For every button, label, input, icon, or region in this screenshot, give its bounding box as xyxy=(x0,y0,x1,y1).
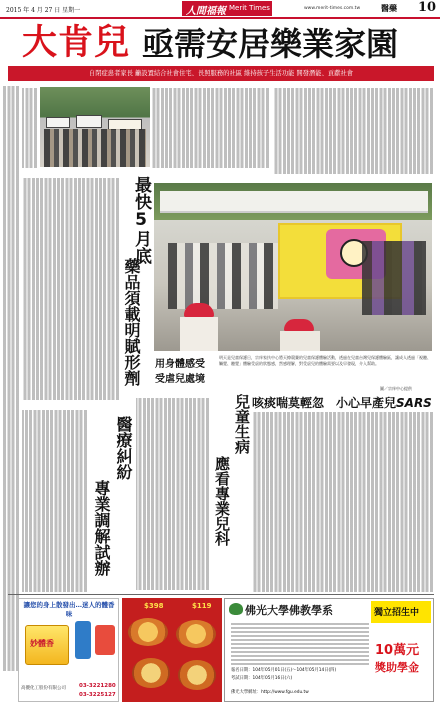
article3-headline xyxy=(252,394,432,411)
subtitle-text: 自閉症患者家長 籲設置結合社會住宅、長照服務的社區 維持孩子生活功能 開發潛能、貢獻社會 xyxy=(88,70,354,77)
article2-body xyxy=(22,178,120,400)
left-edge-text-column xyxy=(2,86,20,671)
section-name: 醫藥 xyxy=(381,4,397,13)
lotus-logo-icon xyxy=(229,603,243,615)
ad3-dates-a: 報名日期：104年05月01日(五)～104年05月14日(四) xyxy=(231,668,337,673)
pizza-image-2 xyxy=(176,620,216,648)
paper-name: 人間福報 xyxy=(186,6,226,17)
article3-side-b: 應看專業兒科 xyxy=(213,456,231,546)
article1-body-b xyxy=(274,88,434,174)
child-body-1 xyxy=(180,317,218,351)
ad1-badge xyxy=(95,625,115,655)
subtitle-band xyxy=(8,66,434,81)
ad3-programs-list xyxy=(231,621,369,665)
article3-headline-sars: SARS xyxy=(396,396,432,410)
main-headline-right: 亟需安居樂業家園 xyxy=(142,25,399,63)
ad-pizza xyxy=(122,598,222,702)
article4-headline-a: 醫療糾紛 xyxy=(114,416,133,480)
paper-name-en: Merit Times xyxy=(229,4,270,12)
ad1-company: 高優化工股份有限公司 xyxy=(21,686,66,691)
article3-body-b xyxy=(136,398,210,590)
masthead-rule xyxy=(0,17,440,19)
protest-photo xyxy=(40,87,150,167)
article4-body xyxy=(22,410,88,592)
red-cap-child-2 xyxy=(284,319,314,331)
right-adults xyxy=(362,241,426,315)
article3-side-a: 兒童生病 xyxy=(233,394,251,454)
ad1-phone-a: 03-3221280 xyxy=(79,683,116,689)
ad1-product-bottle xyxy=(75,621,91,659)
child-body-2 xyxy=(280,331,320,351)
ad1-product-name: 妙體香 xyxy=(30,639,54,648)
photo-caption-body: 明天是兒童保護日，宗庠家扶中心將天擦競賽的兒童保護體驗活動，透過在兒童台灣兒保護體驗區，讓成人透過「視聽、觸覺、聽覺」體驗受虐的狀態感，然感理解，對受虐兒的體驗需要以及早發現，介入幫助。 xyxy=(219,355,431,366)
ad3-scholarship-amount: 10萬元 xyxy=(375,643,420,658)
pizza-image-1 xyxy=(128,618,168,646)
photo-credit: 圖／宗庠中心提供 xyxy=(380,386,412,391)
ad-university xyxy=(224,598,434,702)
paper-url: www.merit-times.com.tw xyxy=(304,6,361,11)
ad1-phone-b: 03-3225127 xyxy=(79,692,116,698)
ad3-banner-text: 獨立招生中 xyxy=(374,608,420,618)
ad3-scholarship-label: 獎助學金 xyxy=(375,661,419,674)
page-number: 10 xyxy=(418,0,437,15)
paper-logo xyxy=(182,1,272,16)
masthead xyxy=(0,0,440,18)
main-headline-left: 大肯兒 xyxy=(22,22,131,63)
adults-group xyxy=(168,243,278,309)
white-tent xyxy=(160,191,428,213)
article4-headline-b: 專業調解試辦 xyxy=(92,480,111,576)
pizza-image-3 xyxy=(132,658,170,688)
ad3-dates-b: 考試日期：104年05月16日(六) xyxy=(231,676,293,681)
ad3-footer: 佛光大學網址：http://www.fgu.edu.tw xyxy=(231,690,309,695)
banner-sign-1 xyxy=(46,117,70,128)
child-protection-photo xyxy=(154,183,432,351)
ad-deodorant xyxy=(18,598,119,702)
ad2-price-a: $398 xyxy=(144,602,164,610)
ad1-product-box xyxy=(25,625,69,665)
article2-headline-a: 最快5月底 xyxy=(131,176,151,264)
article3-headline-text: 咳痰喘莫輕忽 小心早產兒 xyxy=(252,396,397,410)
ads-divider xyxy=(8,594,434,595)
banner-sign-2 xyxy=(76,115,102,128)
ad1-title: 讓您的身上散發出…迷人的體香味 xyxy=(23,601,115,618)
article1-body-a xyxy=(152,88,270,168)
photo-caption-title-b: 受虐兒處境 xyxy=(155,374,205,385)
protesters-group xyxy=(44,129,146,167)
pizza-image-4 xyxy=(178,660,216,690)
ad2-price-b: $119 xyxy=(192,602,212,610)
red-cap-child-1 xyxy=(184,303,214,317)
ad3-school-name: 佛光大學佛教學系 xyxy=(245,604,333,617)
article1-body-c xyxy=(22,88,38,168)
issue-date: 2015 年 4 月 27 日 星期一 xyxy=(6,7,81,14)
ad3-banner xyxy=(371,601,431,623)
article3-body-a xyxy=(252,412,434,592)
photo-caption-title-a: 用身體感受 xyxy=(155,359,205,370)
article2-headline-b-visible: 藥品須載明賦形劑 xyxy=(122,258,141,386)
